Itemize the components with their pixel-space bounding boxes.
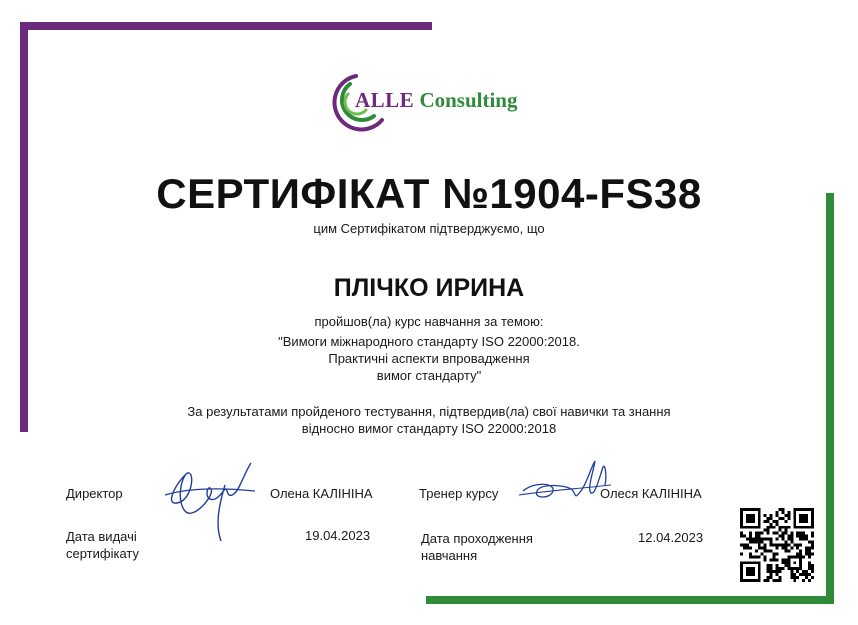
course-title [0, 333, 858, 384]
training-date-label-line: навчання [421, 548, 478, 563]
frame-green-bottom [426, 596, 834, 604]
training-date-value: 12.04.2023 [638, 530, 704, 545]
logo-word: Consulting [419, 88, 518, 112]
logo-brand: ALLE [355, 88, 415, 112]
certificate-title: СЕРТИФІКАТ №1904-FS38 [156, 170, 702, 217]
director-name: Олена КАЛІНІНА [270, 486, 373, 501]
frame-green-right [826, 193, 834, 604]
director-label: Директор [66, 486, 123, 501]
issue-date-label-line: Дата видачі [66, 529, 137, 544]
trainer-signature-icon [515, 455, 615, 510]
issue-date-label [66, 528, 139, 562]
course-line: вимог стандарту" [376, 368, 482, 383]
trainer-name: Олеся КАЛІНІНА [600, 486, 702, 501]
holder-name: ПЛІЧКО ИРИНА [333, 274, 525, 302]
frame-purple-top [20, 22, 432, 30]
course-line: "Вимоги міжнародного стандарту ISO 22000:2018. [278, 334, 580, 349]
result-line: відносно вимог стандарту ISO 22000:2018 [301, 421, 557, 436]
issue-date-label-line: сертифікату [66, 546, 139, 561]
result-line: За результатами пройденого тестування, підтвердив(ла) свої навички та знання [187, 404, 671, 419]
result-text [0, 403, 858, 437]
confirm-text: цим Сертифікатом підтверджуємо, що [313, 221, 545, 236]
course-line: Практичні аспекти впровадження [328, 351, 530, 366]
trainer-label: Тренер курсу [419, 486, 499, 501]
logo-text [355, 88, 517, 113]
director-signature-icon [155, 455, 265, 545]
training-date-label [421, 530, 533, 564]
training-date-label-line: Дата проходження [421, 531, 533, 546]
qr-code-icon [740, 508, 814, 582]
issue-date-value: 19.04.2023 [305, 528, 371, 543]
passed-text: пройшов(ла) курс навчання за темою: [314, 314, 544, 329]
